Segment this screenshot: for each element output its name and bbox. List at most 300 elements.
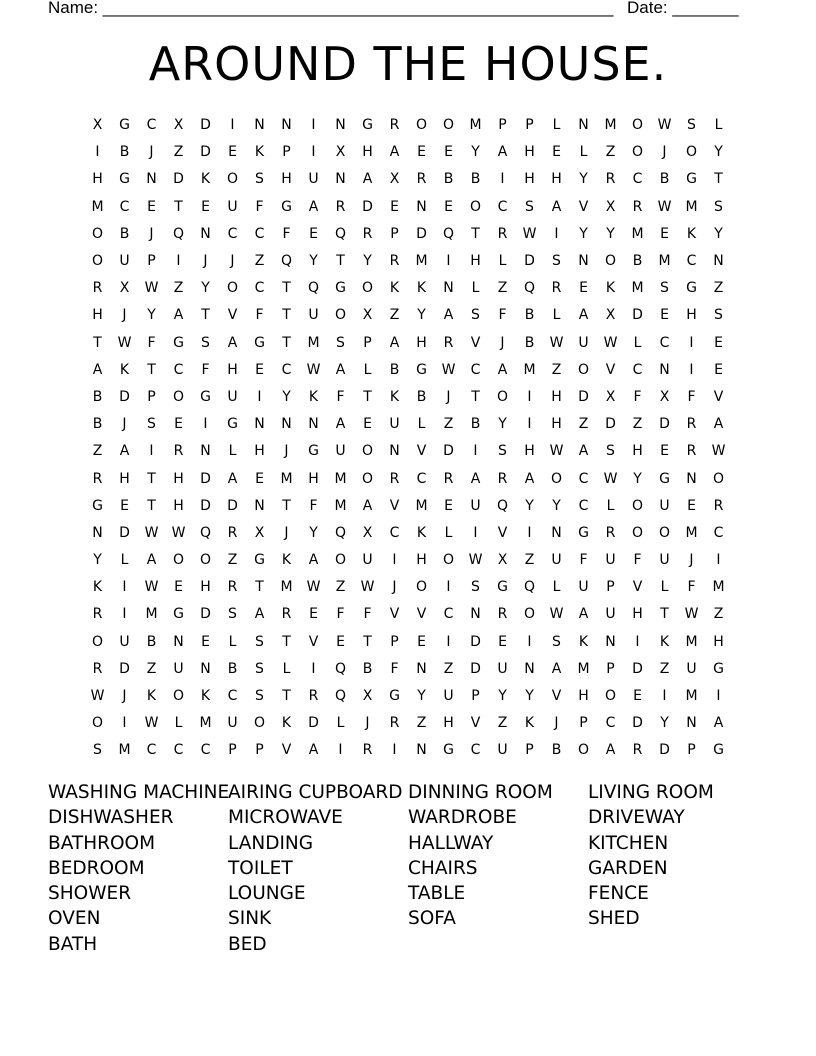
grid-letter: I: [473, 443, 478, 460]
grid-letter: R: [443, 334, 454, 351]
grid-row: [84, 520, 732, 547]
grid-letter: C: [119, 198, 130, 215]
grid-letter: A: [470, 470, 481, 487]
grid-row: [84, 710, 732, 737]
grid-letter: X: [605, 388, 616, 405]
grid-letter: I: [689, 334, 694, 351]
grid-letter: T: [147, 470, 156, 487]
grid-row: [84, 275, 732, 302]
grid-letter: N: [713, 253, 724, 270]
grid-letter: I: [176, 253, 181, 270]
grid-letter: D: [362, 198, 373, 215]
grid-letter: D: [524, 253, 535, 270]
grid-letter: I: [446, 253, 451, 270]
grid-letter: S: [93, 742, 102, 759]
grid-letter: N: [416, 198, 427, 215]
grid-letter: V: [470, 334, 481, 351]
grid-letter: Z: [632, 416, 643, 433]
grid-letter: Y: [660, 715, 669, 732]
word-list: [48, 780, 768, 957]
grid-letter: I: [257, 388, 262, 405]
grid-letter: W: [549, 443, 564, 460]
grid-letter: Z: [416, 715, 427, 732]
grid-letter: G: [200, 388, 211, 405]
grid-letter: C: [686, 253, 697, 270]
grid-letter: N: [335, 117, 346, 134]
grid-letter: A: [119, 443, 130, 460]
word-list-item: BED: [228, 933, 267, 955]
grid-letter: H: [362, 144, 373, 161]
word-list-item: SHOWER: [48, 883, 132, 905]
grid-letter: S: [201, 334, 210, 351]
grid-letter: G: [686, 280, 697, 297]
grid-letter: G: [389, 688, 400, 705]
grid-row: [84, 411, 732, 438]
grid-letter: V: [632, 579, 643, 596]
grid-letter: F: [282, 225, 291, 242]
grid-letter: E: [444, 144, 453, 161]
grid-letter: B: [227, 660, 238, 677]
grid-letter: I: [635, 633, 640, 650]
grid-letter: S: [525, 198, 534, 215]
word-list-item: OVEN: [48, 908, 101, 930]
grid-letter: I: [311, 144, 316, 161]
grid-letter: M: [685, 688, 698, 705]
grid-letter: V: [470, 715, 481, 732]
grid-letter: X: [173, 117, 184, 134]
grid-letter: O: [361, 443, 374, 460]
grid-letter: S: [147, 416, 156, 433]
grid-letter: F: [633, 388, 642, 405]
grid-letter: Z: [605, 144, 616, 161]
grid-letter: O: [361, 280, 374, 297]
grid-letter: Q: [280, 253, 293, 270]
grid-letter: M: [685, 633, 698, 650]
grid-row: [84, 547, 732, 574]
grid-letter: Y: [633, 470, 642, 487]
grid-letter: Z: [497, 715, 508, 732]
grid-letter: W: [144, 524, 159, 541]
grid-letter: R: [362, 742, 373, 759]
grid-letter: B: [470, 416, 481, 433]
grid-letter: T: [282, 633, 291, 650]
grid-letter: Y: [282, 388, 291, 405]
grid-letter: O: [415, 117, 428, 134]
grid-letter: R: [173, 443, 184, 460]
grid-letter: U: [578, 579, 589, 596]
grid-letter: U: [362, 552, 373, 569]
grid-letter: E: [444, 497, 453, 514]
grid-letter: C: [254, 225, 265, 242]
grid-letter: W: [306, 361, 321, 378]
grid-letter: W: [306, 579, 321, 596]
grid-letter: H: [632, 606, 643, 623]
page-title: AROUND THE HOUSE.: [148, 37, 668, 91]
grid-letter: D: [659, 416, 670, 433]
grid-letter: P: [525, 742, 534, 759]
grid-letter: R: [227, 524, 238, 541]
grid-row: [84, 737, 732, 764]
grid-letter: E: [714, 334, 723, 351]
grid-letter: S: [228, 606, 237, 623]
grid-letter: W: [144, 579, 159, 596]
grid-letter: E: [228, 144, 237, 161]
grid-letter: E: [660, 225, 669, 242]
grid-letter: R: [497, 225, 508, 242]
grid-letter: V: [416, 606, 427, 623]
grid-letter: K: [416, 524, 427, 541]
grid-letter: N: [578, 253, 589, 270]
grid-letter: C: [443, 606, 454, 623]
date-field-label: Date: _______: [627, 0, 739, 17]
grid-row: [84, 574, 732, 601]
grid-letter: T: [282, 334, 291, 351]
grid-letter: O: [523, 606, 536, 623]
grid-letter: E: [336, 633, 345, 650]
grid-letter: U: [659, 497, 670, 514]
grid-letter: P: [471, 688, 480, 705]
grid-letter: J: [284, 524, 289, 541]
word-list-item: DRIVEWAY: [588, 807, 685, 829]
grid-letter: G: [416, 361, 427, 378]
grid-letter: A: [551, 198, 562, 215]
word-list-item: DINNING ROOM: [408, 782, 553, 803]
grid-letter: T: [174, 198, 183, 215]
grid-letter: Z: [497, 280, 508, 297]
grid-letter: N: [173, 633, 184, 650]
grid-letter: O: [91, 225, 104, 242]
grid-letter: N: [254, 416, 265, 433]
grid-letter: W: [90, 688, 105, 705]
grid-letter: B: [443, 171, 454, 188]
grid-letter: K: [146, 688, 157, 705]
grid-letter: D: [200, 606, 211, 623]
grid-letter: Q: [334, 660, 347, 677]
grid-letter: U: [470, 497, 481, 514]
grid-letter: R: [416, 171, 427, 188]
grid-letter: K: [389, 388, 400, 405]
grid-letter: F: [255, 307, 264, 324]
grid-letter: I: [392, 552, 397, 569]
grid-letter: W: [684, 606, 699, 623]
word-list-item: BATHROOM: [48, 832, 156, 854]
grid-letter: N: [470, 606, 481, 623]
grid-letter: H: [254, 443, 265, 460]
grid-letter: T: [147, 497, 156, 514]
grid-letter: T: [336, 253, 345, 270]
grid-letter: X: [497, 552, 508, 569]
grid-letter: K: [200, 688, 211, 705]
grid-letter: X: [362, 524, 373, 541]
grid-letter: M: [415, 497, 428, 514]
grid-letter: D: [200, 470, 211, 487]
grid-letter: D: [308, 715, 319, 732]
grid-letter: C: [254, 280, 265, 297]
grid-letter: C: [227, 225, 238, 242]
grid-letter: T: [282, 280, 291, 297]
grid-letter: H: [551, 388, 562, 405]
grid-letter: L: [714, 117, 723, 134]
grid-letter: H: [308, 470, 319, 487]
grid-letter: T: [282, 497, 291, 514]
grid-letter: N: [200, 225, 211, 242]
grid-letter: Z: [713, 606, 724, 623]
grid-letter: L: [282, 660, 291, 677]
grid-letter: D: [443, 443, 454, 460]
grid-letter: N: [524, 660, 535, 677]
grid-letter: Z: [659, 660, 670, 677]
grid-letter: O: [604, 253, 617, 270]
grid-letter: W: [144, 715, 159, 732]
grid-row: [84, 656, 732, 683]
grid-letter: E: [552, 144, 561, 161]
grid-letter: U: [659, 552, 670, 569]
grid-letter: U: [335, 443, 346, 460]
grid-letter: A: [605, 742, 616, 759]
grid-letter: Y: [471, 144, 480, 161]
grid-letter: P: [606, 579, 615, 596]
grid-letter: C: [578, 497, 589, 514]
grid-letter: Y: [498, 416, 507, 433]
grid-letter: G: [227, 416, 238, 433]
grid-letter: V: [389, 497, 400, 514]
grid-letter: N: [200, 660, 211, 677]
grid-letter: G: [713, 742, 724, 759]
grid-letter: C: [173, 361, 184, 378]
grid-letter: E: [174, 416, 183, 433]
grid-letter: J: [554, 715, 559, 732]
grid-letter: B: [524, 334, 535, 351]
grid-letter: N: [416, 742, 427, 759]
grid-letter: L: [363, 361, 372, 378]
grid-letter: H: [470, 253, 481, 270]
grid-letter: Z: [335, 579, 346, 596]
grid-letter: Q: [334, 688, 347, 705]
grid-letter: P: [228, 742, 237, 759]
grid-letter: O: [631, 144, 644, 161]
grid-letter: I: [473, 524, 478, 541]
grid-letter: J: [122, 416, 127, 433]
grid-row: [84, 493, 732, 520]
grid-letter: I: [311, 660, 316, 677]
grid-letter: K: [605, 280, 616, 297]
grid-letter: R: [281, 606, 292, 623]
grid-letter: E: [714, 361, 723, 378]
grid-letter: A: [254, 606, 265, 623]
grid-letter: C: [713, 524, 724, 541]
grid-letter: I: [122, 606, 127, 623]
grid-letter: D: [632, 715, 643, 732]
grid-letter: Y: [147, 307, 156, 324]
grid-letter: R: [443, 470, 454, 487]
grid-row: [84, 384, 732, 411]
word-list-item: LOUNGE: [228, 883, 306, 905]
grid-letter: P: [255, 742, 264, 759]
grid-letter: I: [446, 633, 451, 650]
grid-letter: D: [200, 144, 211, 161]
grid-letter: M: [712, 579, 725, 596]
grid-letter: E: [201, 633, 210, 650]
grid-letter: J: [365, 715, 370, 732]
grid-letter: Y: [417, 307, 426, 324]
grid-letter: A: [497, 361, 508, 378]
grid-letter: V: [416, 443, 427, 460]
grid-row: [84, 629, 732, 656]
grid-letter: N: [281, 117, 292, 134]
grid-letter: Z: [173, 144, 184, 161]
word-list-item: BEDROOM: [48, 857, 145, 879]
grid-letter: D: [632, 660, 643, 677]
grid-letter: G: [578, 524, 589, 541]
grid-letter: J: [149, 225, 154, 242]
word-list-item: GARDEN: [588, 857, 668, 879]
grid-letter: H: [227, 361, 238, 378]
grid-letter: X: [254, 524, 265, 541]
grid-letter: A: [389, 334, 400, 351]
grid-letter: I: [527, 416, 532, 433]
grid-letter: E: [444, 198, 453, 215]
grid-letter: H: [632, 443, 643, 460]
grid-letter: Z: [146, 660, 157, 677]
grid-letter: G: [659, 470, 670, 487]
grid-letter: L: [552, 117, 561, 134]
grid-letter: G: [443, 742, 454, 759]
grid-letter: B: [416, 388, 427, 405]
grid-letter: C: [605, 715, 616, 732]
grid-letter: G: [362, 117, 373, 134]
grid-letter: M: [685, 524, 698, 541]
grid-letter: E: [579, 280, 588, 297]
grid-letter: O: [658, 524, 671, 541]
grid-letter: F: [336, 606, 345, 623]
grid-letter: W: [171, 524, 186, 541]
grid-letter: T: [660, 606, 669, 623]
grid-row: [84, 112, 732, 139]
grid-letter: F: [633, 552, 642, 569]
grid-letter: A: [227, 470, 238, 487]
grid-letter: J: [392, 579, 397, 596]
grid-letter: U: [605, 552, 616, 569]
grid-letter: G: [281, 198, 292, 215]
grid-letter: E: [390, 198, 399, 215]
grid-letter: K: [308, 388, 319, 405]
grid-letter: A: [335, 361, 346, 378]
grid-letter: Y: [552, 497, 561, 514]
grid-letter: D: [605, 416, 616, 433]
grid-letter: A: [308, 552, 319, 569]
grid-letter: H: [92, 171, 103, 188]
grid-letter: Z: [173, 280, 184, 297]
grid-letter: Y: [309, 524, 318, 541]
grid-letter: C: [632, 361, 643, 378]
grid-letter: Z: [713, 280, 724, 297]
grid-letter: D: [119, 524, 130, 541]
grid-letter: S: [255, 633, 264, 650]
grid-letter: G: [119, 171, 130, 188]
grid-letter: N: [443, 280, 454, 297]
grid-letter: Z: [254, 253, 265, 270]
grid-letter: M: [334, 497, 347, 514]
grid-letter: O: [172, 552, 185, 569]
grid-letter: R: [605, 524, 616, 541]
grid-letter: V: [281, 742, 292, 759]
grid-letter: Q: [442, 225, 455, 242]
grid-letter: W: [360, 579, 375, 596]
grid-letter: A: [551, 660, 562, 677]
grid-letter: R: [551, 280, 562, 297]
grid-letter: L: [417, 416, 426, 433]
grid-letter: I: [527, 524, 532, 541]
grid-letter: I: [689, 361, 694, 378]
grid-letter: B: [146, 633, 157, 650]
grid-letter: O: [415, 579, 428, 596]
grid-letter: N: [686, 470, 697, 487]
grid-letter: O: [631, 117, 644, 134]
grid-letter: A: [146, 552, 157, 569]
grid-letter: C: [497, 198, 508, 215]
word-list-item: FENCE: [588, 883, 649, 905]
grid-letter: A: [335, 416, 346, 433]
grid-letter: C: [281, 361, 292, 378]
grid-letter: D: [578, 388, 589, 405]
grid-letter: C: [173, 742, 184, 759]
grid-letter: X: [119, 280, 130, 297]
grid-letter: Z: [443, 416, 454, 433]
grid-letter: D: [659, 742, 670, 759]
grid-letter: I: [392, 742, 397, 759]
grid-row: [84, 438, 732, 465]
grid-letter: G: [254, 334, 265, 351]
grid-letter: I: [716, 552, 721, 569]
grid-letter: A: [443, 307, 454, 324]
grid-letter: L: [174, 715, 183, 732]
grid-letter: L: [120, 552, 129, 569]
grid-letter: V: [713, 388, 724, 405]
grid-letter: K: [389, 280, 400, 297]
grid-letter: A: [713, 416, 724, 433]
grid-letter: I: [95, 144, 100, 161]
grid-letter: R: [389, 470, 400, 487]
grid-letter: O: [199, 552, 212, 569]
grid-letter: Z: [443, 660, 454, 677]
grid-letter: E: [633, 688, 642, 705]
grid-letter: I: [122, 579, 127, 596]
grid-letter: R: [335, 198, 346, 215]
grid-letter: A: [578, 606, 589, 623]
grid-letter: R: [497, 470, 508, 487]
grid-letter: C: [470, 742, 481, 759]
grid-letter: Y: [525, 497, 534, 514]
grid-letter: I: [203, 416, 208, 433]
grid-letter: G: [713, 660, 724, 677]
grid-letter: L: [471, 280, 480, 297]
grid-letter: L: [660, 579, 669, 596]
grid-letter: L: [606, 497, 615, 514]
grid-letter: F: [309, 497, 318, 514]
grid-letter: C: [146, 117, 157, 134]
grid-letter: Y: [498, 688, 507, 705]
grid-letter: E: [255, 470, 264, 487]
grid-letter: M: [469, 117, 482, 134]
grid-letter: F: [687, 579, 696, 596]
grid-letter: P: [525, 117, 534, 134]
grid-letter: G: [173, 334, 184, 351]
grid-letter: U: [227, 715, 238, 732]
grid-letter: E: [201, 198, 210, 215]
grid-letter: N: [335, 171, 346, 188]
grid-letter: S: [687, 117, 696, 134]
grid-letter: J: [500, 334, 505, 351]
